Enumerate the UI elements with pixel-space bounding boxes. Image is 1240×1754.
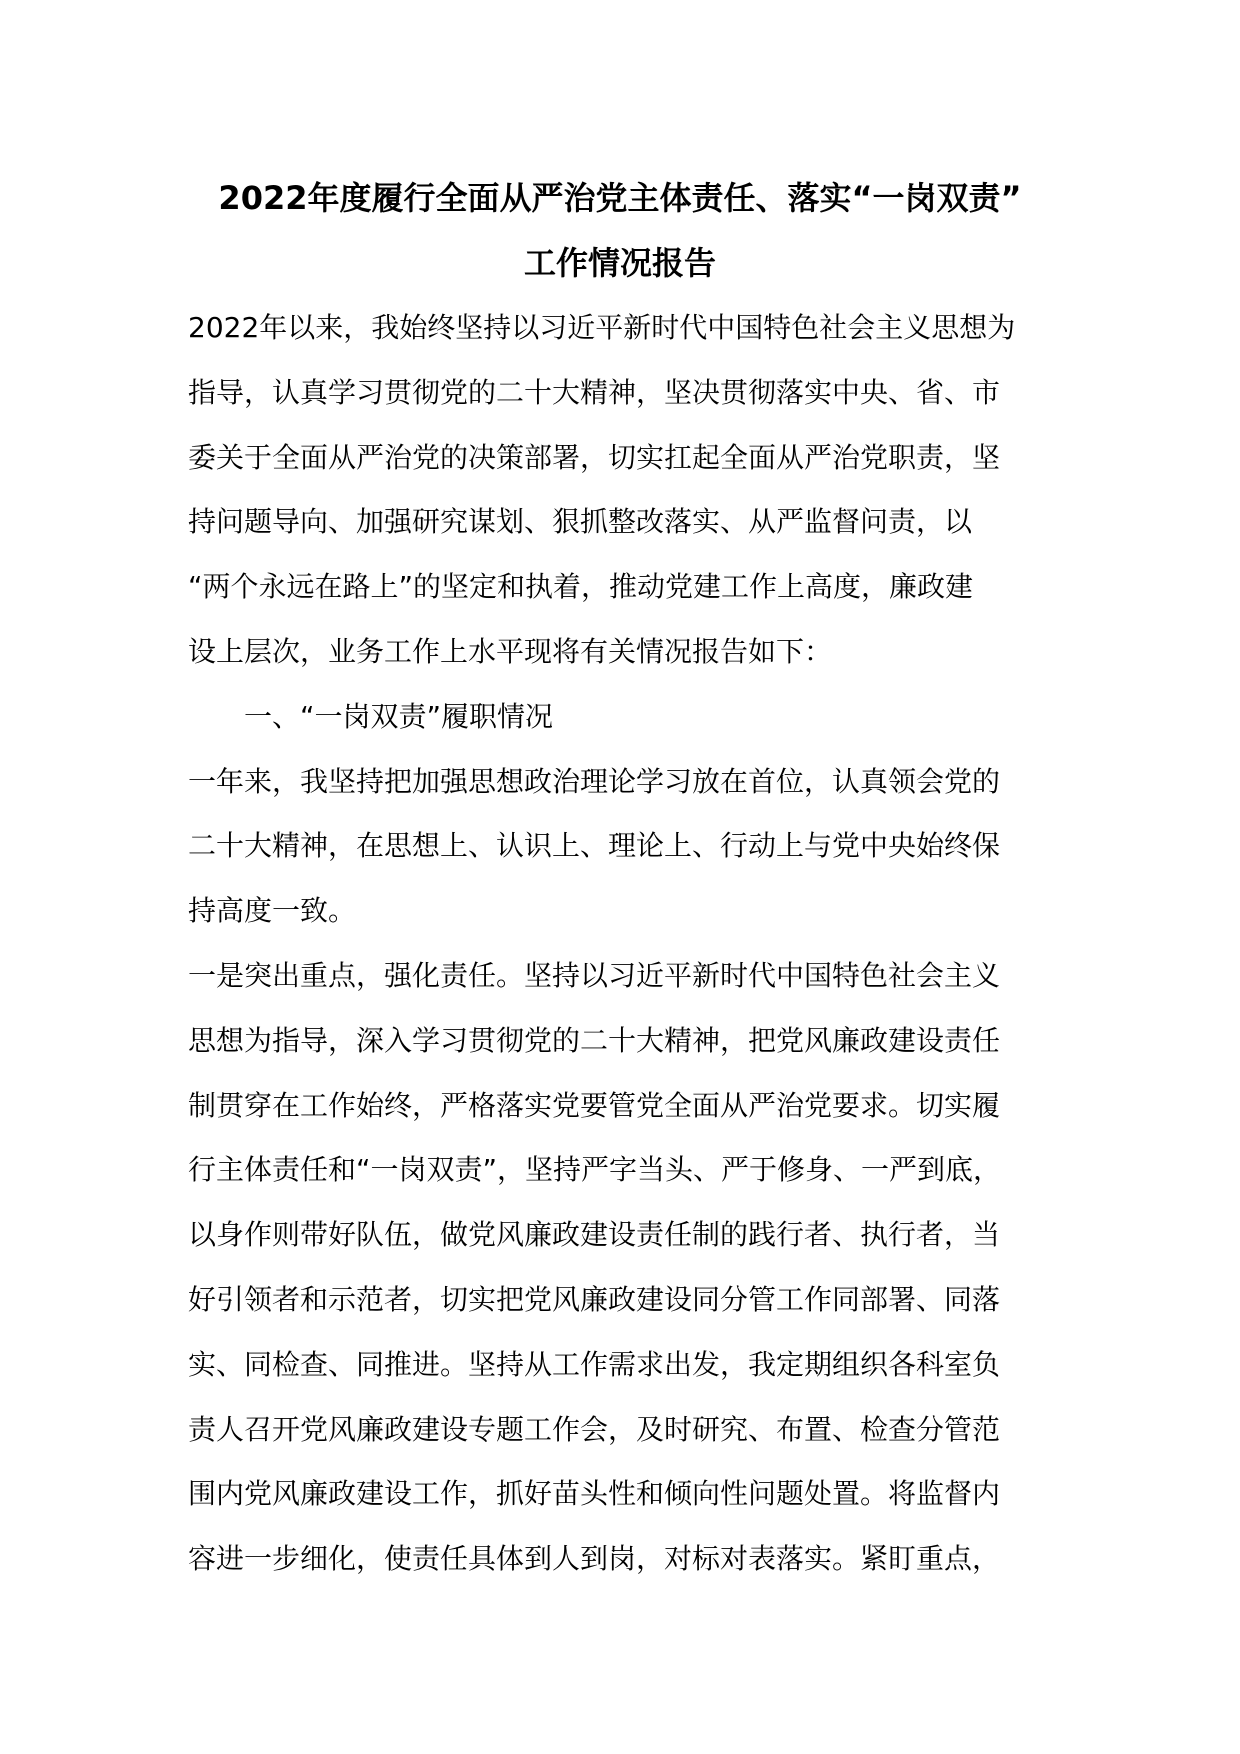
- body-line: 以身作则带好队伍，做党风廉政建设责任制的践行者、执行者，当: [188, 1218, 1001, 1252]
- body-line: 二十大精神，在思想上、认识上、理论上、行动上与党中央始终保: [188, 829, 1001, 863]
- body-line: 委关于全面从严治党的决策部署，切实扛起全面从严治党职责，坚: [188, 440, 1001, 474]
- body-line: 思想为指导，深入学习贯彻党的二十大精神，把党风廉政建设责任: [188, 1023, 1001, 1057]
- body-line: 指导，认真学习贯彻党的二十大精神，坚决贯彻落实中央、省、市: [188, 375, 1001, 409]
- document-title-line-1: 2022年度履行全面从严治党主体责任、落实“一岗双责”: [218, 179, 1022, 217]
- body-line: 围内党风廉政建设工作，抓好苗头性和倾向性问题处置。将监督内: [188, 1477, 1001, 1511]
- body-line: 容进一步细化，使责任具体到人到岗，对标对表落实。紧盯重点，: [188, 1542, 1001, 1576]
- body-line: “两个永远在路上”的坚定和执着，推动党建工作上高度，廉政建: [188, 570, 974, 604]
- body-line: 持高度一致。: [188, 894, 357, 928]
- document-body: [188, 307, 1088, 1603]
- document-title-line-2: 工作情况报告: [523, 244, 716, 282]
- body-line: 设上层次，业务工作上水平现将有关情况报告如下：: [188, 634, 833, 668]
- body-line: 一年来，我坚持把加强思想政治理论学习放在首位，认真领会党的: [188, 764, 1001, 798]
- body-line: 制贯穿在工作始终，严格落实党要管党全面从严治党要求。切实履: [188, 1088, 1001, 1122]
- body-line: 持问题导向、加强研究谋划、狠抓整改落实、从严监督问责，以: [188, 505, 973, 539]
- body-line: 实、同检查、同推进。坚持从工作需求出发，我定期组织各科室负: [188, 1347, 1001, 1381]
- body-line: 好引领者和示范者，切实把党风廉政建设同分管工作同部署、同落: [188, 1282, 1001, 1316]
- body-line: 一是突出重点，强化责任。坚持以习近平新时代中国特色社会主义: [188, 958, 1001, 992]
- body-line: 行主体责任和“一岗双责”，坚持严字当头、严于修身、一严到底，: [188, 1153, 1002, 1187]
- section-heading: 一、“一岗双责”履职情况: [244, 699, 554, 733]
- body-line: 责人召开党风廉政建设专题工作会，及时研究、布置、检查分管范: [188, 1412, 1001, 1446]
- body-line: 2022年以来，我始终坚持以习近平新时代中国特色社会主义思想为: [188, 311, 1016, 344]
